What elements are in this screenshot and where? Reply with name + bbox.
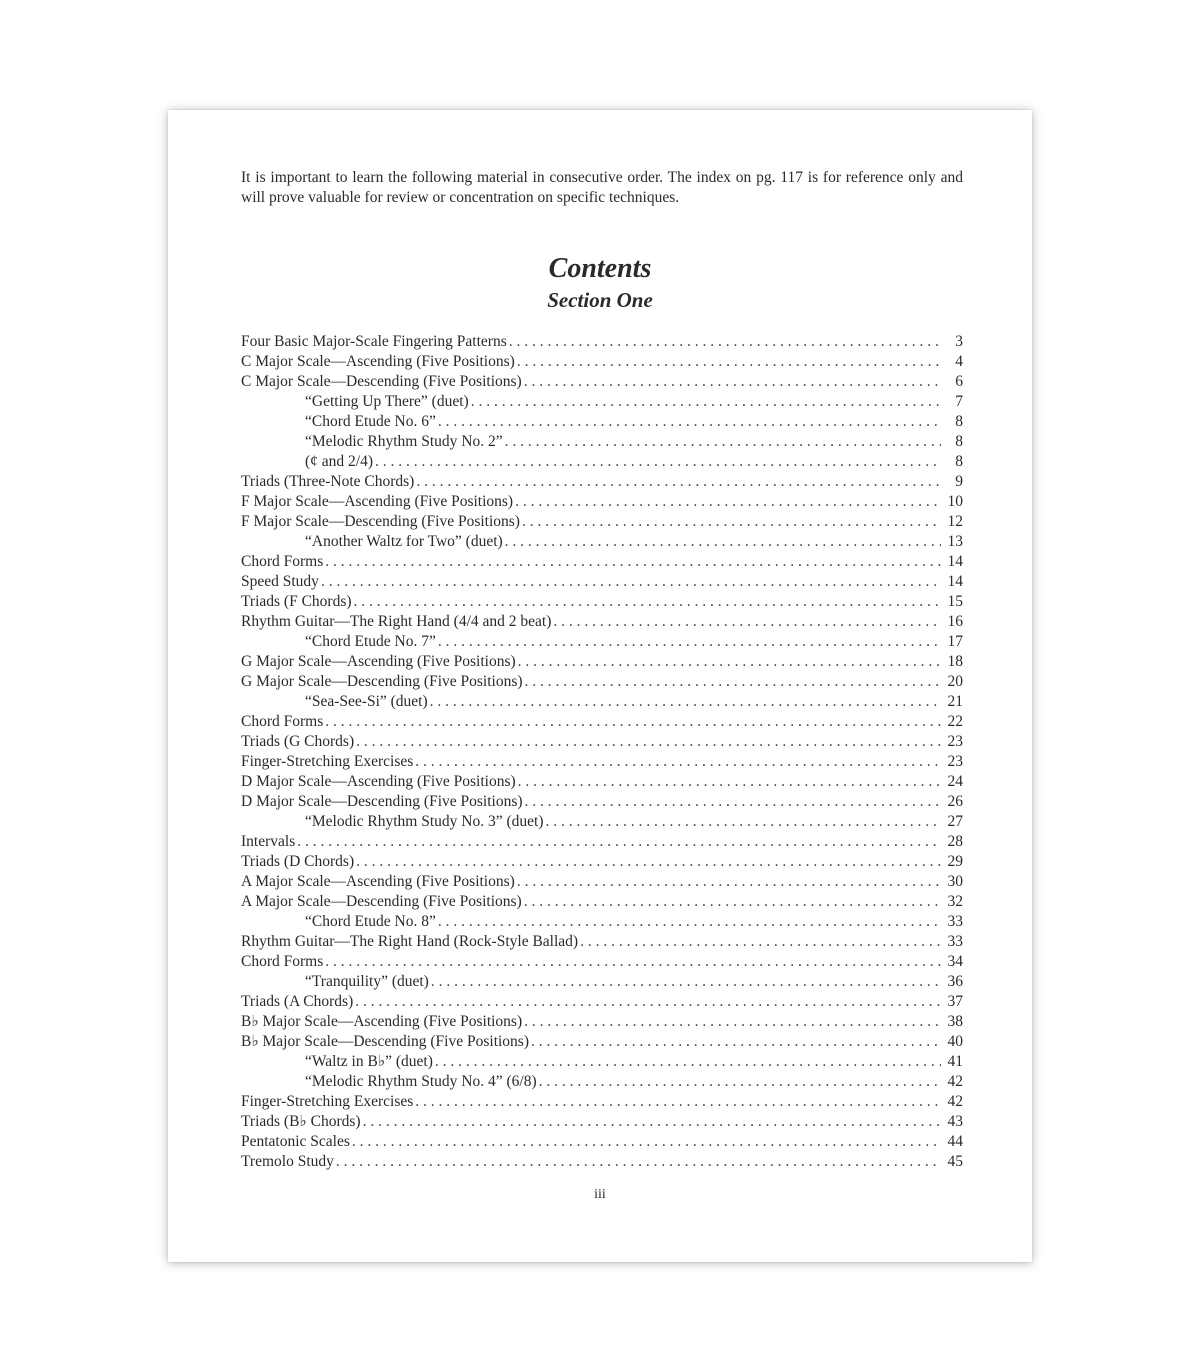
toc-entry-page: 8 (955, 453, 963, 470)
toc-entry (241, 732, 963, 752)
toc-entry-page: 36 (947, 973, 963, 990)
dot-leader (522, 512, 941, 532)
toc-entry-label: B♭ Major Scale—Ascending (Five Positions) (241, 1013, 523, 1030)
dot-leader (515, 492, 941, 512)
toc-entry (241, 592, 963, 612)
toc-entry-label: “Sea-See-Si” (duet) (305, 693, 428, 710)
dot-leader (356, 852, 941, 872)
toc-entry-label: D Major Scale—Ascending (Five Positions) (241, 773, 516, 790)
toc-entry-label: F Major Scale—Descending (Five Positions) (241, 513, 520, 530)
toc-entry-label: Chord Forms (241, 953, 324, 970)
toc-entry-page: 14 (947, 553, 963, 570)
toc-entry-label: C Major Scale—Ascending (Five Positions) (241, 353, 515, 370)
toc-entry (241, 492, 963, 512)
dot-leader (430, 692, 941, 712)
toc-entry (241, 352, 963, 372)
toc-entry-page: 15 (947, 593, 963, 610)
toc-entry (241, 1152, 963, 1172)
toc-entry (241, 1072, 963, 1092)
dot-leader (518, 772, 941, 792)
dot-leader (580, 932, 941, 952)
dot-leader (416, 472, 941, 492)
dot-leader (505, 532, 941, 552)
toc-entry-label: Chord Forms (241, 713, 324, 730)
dot-leader (438, 912, 941, 932)
dot-leader (524, 1012, 941, 1032)
toc-entry (241, 852, 963, 872)
dot-leader (509, 332, 941, 352)
contents-title: Contents (548, 253, 652, 284)
toc-entry-page: 44 (947, 1133, 963, 1150)
dot-leader (431, 972, 941, 992)
dot-leader (517, 352, 941, 372)
dot-leader (336, 1152, 941, 1172)
dot-leader (321, 572, 941, 592)
dot-leader (524, 892, 941, 912)
toc-entry-page: 22 (947, 713, 963, 730)
toc-entry-page: 18 (947, 653, 963, 670)
toc-entry (241, 392, 963, 412)
toc-entry-label: Finger-Stretching Exercises (241, 1093, 414, 1110)
toc-entry (241, 692, 963, 712)
toc-entry-label: Triads (D Chords) (241, 853, 355, 870)
toc-entry-page: 32 (947, 893, 963, 910)
toc-entry-label: Rhythm Guitar—The Right Hand (4/4 and 2 beat) (241, 613, 552, 630)
toc-entry-page: 40 (947, 1033, 963, 1050)
dot-leader (297, 832, 941, 852)
dot-leader (525, 672, 941, 692)
dot-leader (546, 812, 942, 832)
toc-entry (241, 1052, 963, 1072)
toc-entry-page: 27 (947, 813, 963, 830)
toc-entry (241, 412, 963, 432)
toc-entry-label: (¢ and 2/4) (305, 453, 374, 470)
toc-entry-label: Pentatonic Scales (241, 1133, 350, 1150)
toc-entry (241, 792, 963, 812)
toc-entry (241, 1092, 963, 1112)
dot-leader (356, 732, 941, 752)
toc-entry-label: A Major Scale—Ascending (Five Positions) (241, 873, 515, 890)
toc-entry-label: “Another Waltz for Two” (duet) (305, 533, 503, 550)
dot-leader (375, 452, 941, 472)
dot-leader (505, 432, 941, 452)
toc-entry (241, 332, 963, 352)
dot-leader (438, 412, 941, 432)
dot-leader (325, 552, 941, 572)
toc-entry-label: Triads (Three-Note Chords) (241, 473, 415, 490)
toc-entry-page: 14 (947, 573, 963, 590)
toc-entry-label: B♭ Major Scale—Descending (Five Positions) (241, 1033, 529, 1050)
dot-leader (471, 392, 941, 412)
toc-entry-page: 13 (947, 533, 963, 550)
dot-leader (438, 632, 941, 652)
toc-entry (241, 672, 963, 692)
toc-entry-page: 38 (947, 1013, 963, 1030)
toc-entry-label: D Major Scale—Descending (Five Positions) (241, 793, 523, 810)
toc-entry (241, 812, 963, 832)
toc-entry-page: 30 (947, 873, 963, 890)
toc-entry (241, 872, 963, 892)
toc-entry-label: “Chord Etude No. 6” (305, 413, 436, 430)
toc-entry-label: “Tranquility” (duet) (305, 973, 429, 990)
toc-entry-page: 42 (947, 1093, 963, 1110)
toc-entry-label: F Major Scale—Ascending (Five Positions) (241, 493, 514, 510)
toc-entry-page: 34 (947, 953, 963, 970)
toc-entry-label: Speed Study (241, 573, 319, 590)
toc-entry-label: Triads (G Chords) (241, 733, 355, 750)
toc-entry-page: 3 (955, 333, 963, 350)
toc-entry-page: 16 (947, 613, 963, 630)
toc-entry-label: “Chord Etude No. 8” (305, 913, 436, 930)
toc-entry (241, 632, 963, 652)
toc-entry-page: 23 (947, 733, 963, 750)
toc-entry-label: Intervals (241, 833, 296, 850)
toc-entry-label: “Chord Etude No. 7” (305, 633, 436, 650)
toc-entry-label: Tremolo Study (241, 1153, 334, 1170)
toc-entry (241, 432, 963, 452)
toc-entry-label: G Major Scale—Ascending (Five Positions) (241, 653, 516, 670)
toc-entry-label: “Waltz in B♭” (duet) (305, 1053, 433, 1070)
toc-entry-page: 42 (947, 1073, 963, 1090)
toc-entry (241, 892, 963, 912)
toc-entry-page: 12 (947, 513, 963, 530)
toc-entry-label: Chord Forms (241, 553, 324, 570)
toc-entry-page: 37 (947, 993, 963, 1010)
toc-entry-page: 6 (955, 373, 963, 390)
section-subtitle: Section One (547, 288, 653, 312)
toc-entry (241, 572, 963, 592)
toc-entry-page: 24 (947, 773, 963, 790)
dot-leader (518, 652, 941, 672)
toc-entry (241, 1112, 963, 1132)
dot-leader (524, 372, 941, 392)
toc-entry (241, 712, 963, 732)
toc-entry-page: 7 (955, 393, 963, 410)
toc-entry (241, 772, 963, 792)
toc-entry (241, 1032, 963, 1052)
toc-entry-page: 45 (947, 1153, 963, 1170)
toc-entry (241, 512, 963, 532)
toc-entry-page: 29 (947, 853, 963, 870)
toc-entry (241, 932, 963, 952)
toc-entry (241, 752, 963, 772)
toc-entry-page: 41 (947, 1053, 963, 1070)
toc-entry-page: 26 (947, 793, 963, 810)
toc-entry-label: “Melodic Rhythm Study No. 4” (6/8) (305, 1073, 537, 1090)
toc-entry (241, 1132, 963, 1152)
dot-leader (517, 872, 941, 892)
toc-entry (241, 472, 963, 492)
toc-entry-label: Four Basic Major-Scale Fingering Patterns (241, 333, 507, 350)
dot-leader (325, 712, 941, 732)
toc-entry (241, 652, 963, 672)
toc-entry-page: 21 (947, 693, 963, 710)
toc-entry-label: Rhythm Guitar—The Right Hand (Rock-Style Ballad) (241, 933, 579, 950)
toc-entry-label: C Major Scale—Descending (Five Positions) (241, 373, 522, 390)
dot-leader (415, 1092, 941, 1112)
toc-entry-page: 43 (947, 1113, 963, 1130)
toc-entry-label: Triads (B♭ Chords) (241, 1113, 361, 1130)
toc-entry (241, 952, 963, 972)
toc-entry-label: Triads (F Chords) (241, 593, 352, 610)
toc-entry-label: A Major Scale—Descending (Five Positions) (241, 893, 522, 910)
toc-entry (241, 612, 963, 632)
toc-entry-page: 8 (955, 433, 963, 450)
dot-leader (363, 1112, 941, 1132)
toc-entry-page: 4 (955, 353, 963, 370)
dot-leader (325, 952, 941, 972)
dot-leader (531, 1032, 941, 1052)
dot-leader (435, 1052, 941, 1072)
toc-entry-page: 28 (947, 833, 963, 850)
toc-entry-page: 17 (947, 633, 963, 650)
page-number-folio: iii (594, 1187, 606, 1202)
toc-entry-page: 10 (947, 493, 963, 510)
toc-entry (241, 912, 963, 932)
toc-entry-page: 23 (947, 753, 963, 770)
toc-entry (241, 1012, 963, 1032)
dot-leader (525, 792, 941, 812)
toc-entry-label: “Melodic Rhythm Study No. 2” (305, 433, 503, 450)
dot-leader (355, 992, 941, 1012)
toc-entry-page: 20 (947, 673, 963, 690)
toc-entry-page: 33 (947, 913, 963, 930)
table-of-contents (241, 332, 963, 1172)
toc-entry (241, 992, 963, 1012)
toc-entry-label: Finger-Stretching Exercises (241, 753, 414, 770)
dot-leader (352, 1132, 941, 1152)
toc-entry (241, 972, 963, 992)
dot-leader (553, 612, 941, 632)
dot-leader (415, 752, 941, 772)
toc-entry (241, 452, 963, 472)
toc-entry-label: Triads (A Chords) (241, 993, 354, 1010)
toc-entry (241, 552, 963, 572)
toc-entry-label: “Getting Up There” (duet) (305, 393, 469, 410)
toc-entry-page: 33 (947, 933, 963, 950)
toc-entry (241, 532, 963, 552)
toc-entry-label: “Melodic Rhythm Study No. 3” (duet) (305, 813, 544, 830)
toc-entry-page: 8 (955, 413, 963, 430)
toc-entry (241, 832, 963, 852)
toc-entry-page: 9 (955, 473, 963, 490)
dot-leader (539, 1072, 941, 1092)
toc-entry-label: G Major Scale—Descending (Five Positions) (241, 673, 523, 690)
intro-paragraph: It is important to learn the following material in consecutive order. The index on pg. 117 is for reference only and will prove valuable for review or concentration on specific techniques. (241, 169, 963, 206)
toc-entry (241, 372, 963, 392)
dot-leader (354, 592, 941, 612)
